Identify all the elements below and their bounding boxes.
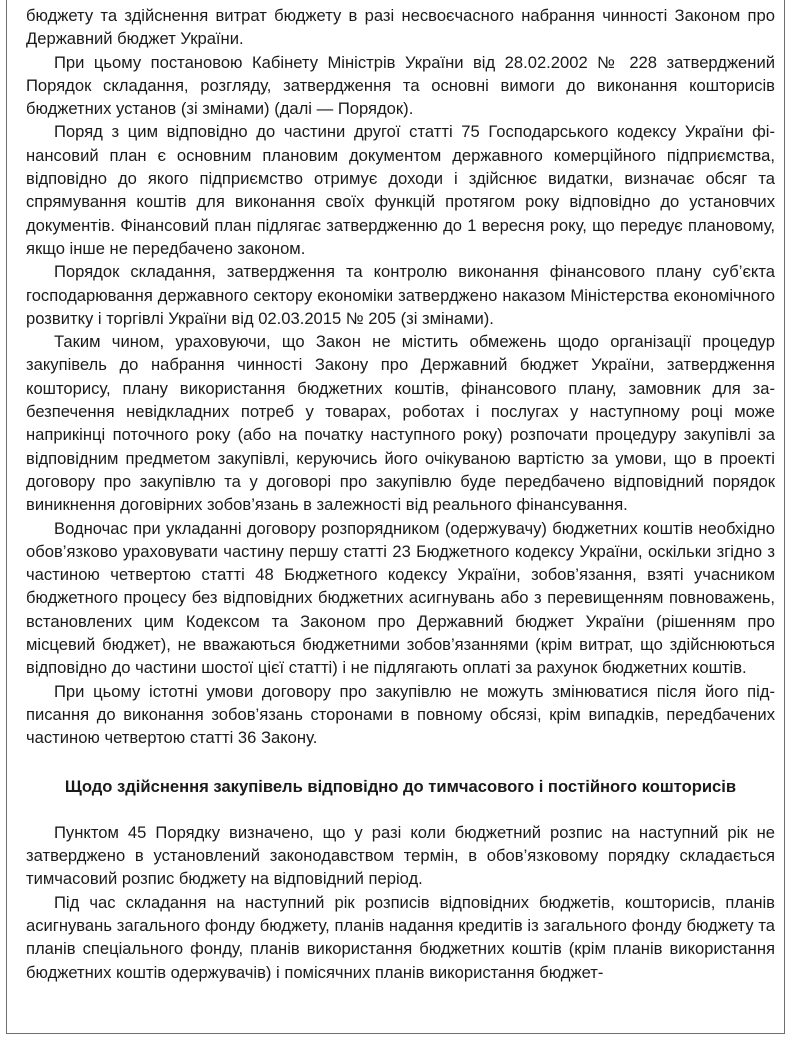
- document-body: [26, 4, 775, 984]
- paragraph: Водночас при укладанні договору розпорядником (одержувачу) бюджетних коштів необхідно обов’язково ураховувати частину першу статті 23 Бюджетного кодексу України, оскільки згідно з частиною четвертою статті 48 Бюджетного кодексу України, зобов’язання, взяті учасником бюджетного процесу без відповідних бюджетних асигнувань або з перевищенням повноважень, встановлених цим Кодексом та Законом про Державний бюджет України (рішенням про місцевий бюджет), не вважаються бюджетними зобов’язаннями (крім витрат, що здійснюються відповідно до частини шостої цієї статті) і не підлягають оплаті за рахунок бюджетних коштів.: [26, 518, 775, 678]
- paragraph: Пунктом 45 Порядку визначено, що у разі коли бюджетний розпис на наступний рік не затверджено в установлений законодавством термін, в обов’язковому порядку складається тимчасовий розпис бюджету на відповідний період.: [26, 822, 775, 889]
- paragraph: Порядок складання, затвердження та контролю виконання фінансового плану суб’єкта господарювання державного сектору економіки затверджено наказом Міністерства економічного розвитку і торгівлі України від 02.03.2015 № 205 (зі змінами).: [26, 262, 775, 328]
- paragraph: При цьому істотні умови договору про закупівлю не можуть змінюватися після його підписання до виконання зобов’язань сторонами в повному обсязі, крім випадків, передбачених частиною четвертою статті 36 Закону.: [26, 681, 775, 748]
- paragraph: Таким чином, ураховуючи, що Закон не містить обмежень щодо організації процедур закупівель до набрання чинності Закону про Державний бюджет України, затвердження кошторису, плану використання бюджетних коштів, фінансового плану, замовник для забезпечення невідкладних потреб у товарах, роботах і послугах у наступному році може наприкінці поточного року (або на початку наступного року) розпочати процедуру закупівлі за відповідним предметом закупівлі, керуючись його очікуваною вартістю за умови, що в проекті договору про закупівлю та у договорі про закупівлю буде передбачено відповідний порядок виникнення договірних зобов’язань в залежності від реального фінансування.: [26, 332, 775, 515]
- paragraph: Під час складання на наступний рік розписів відповідних бюджетів, кошторисів, планів асигнувань загального фонду бюджету, планів надання кредитів із загального фонду бюджету та планів спеціального фонду, планів використання бюджетних коштів (крім планів використання бюджетних коштів одержувачів) і помісячних планів використання бюджет-: [26, 892, 775, 982]
- page-frame: [6, 0, 785, 1034]
- paragraph: При цьому постановою Кабінету Міністрів України від 28.02.2002 № 228 затверджений Порядок складання, розгляду, затвердження та основні вимоги до виконання кошторисів бюджетних установ (зі змінами) (далі — Порядок).: [26, 52, 775, 119]
- paragraph: Поряд з цим відповідно до частини другої статті 75 Господарського кодексу України фінансовий план є основним плановим документом державного комерційного підприємства, відповідно до якого підприємство отримує доходи і здійснює видатки, визначає обсяг та спрямування коштів для виконання своїх функцій протягом року відповідно до установчих документів. Фінансовий план підлягає затвердженню до 1 вересня року, що передує плановому, якщо інше не передбачено законом.: [26, 122, 775, 258]
- paragraph: бюджету та здійснення витрат бюджету в разі несвоєчасного набрання чинності Законом про Державний бюджет України.: [26, 6, 775, 49]
- section-heading: Щодо здійснення закупівель відповідно до тимчасового і постійного кошторисів: [64, 776, 737, 796]
